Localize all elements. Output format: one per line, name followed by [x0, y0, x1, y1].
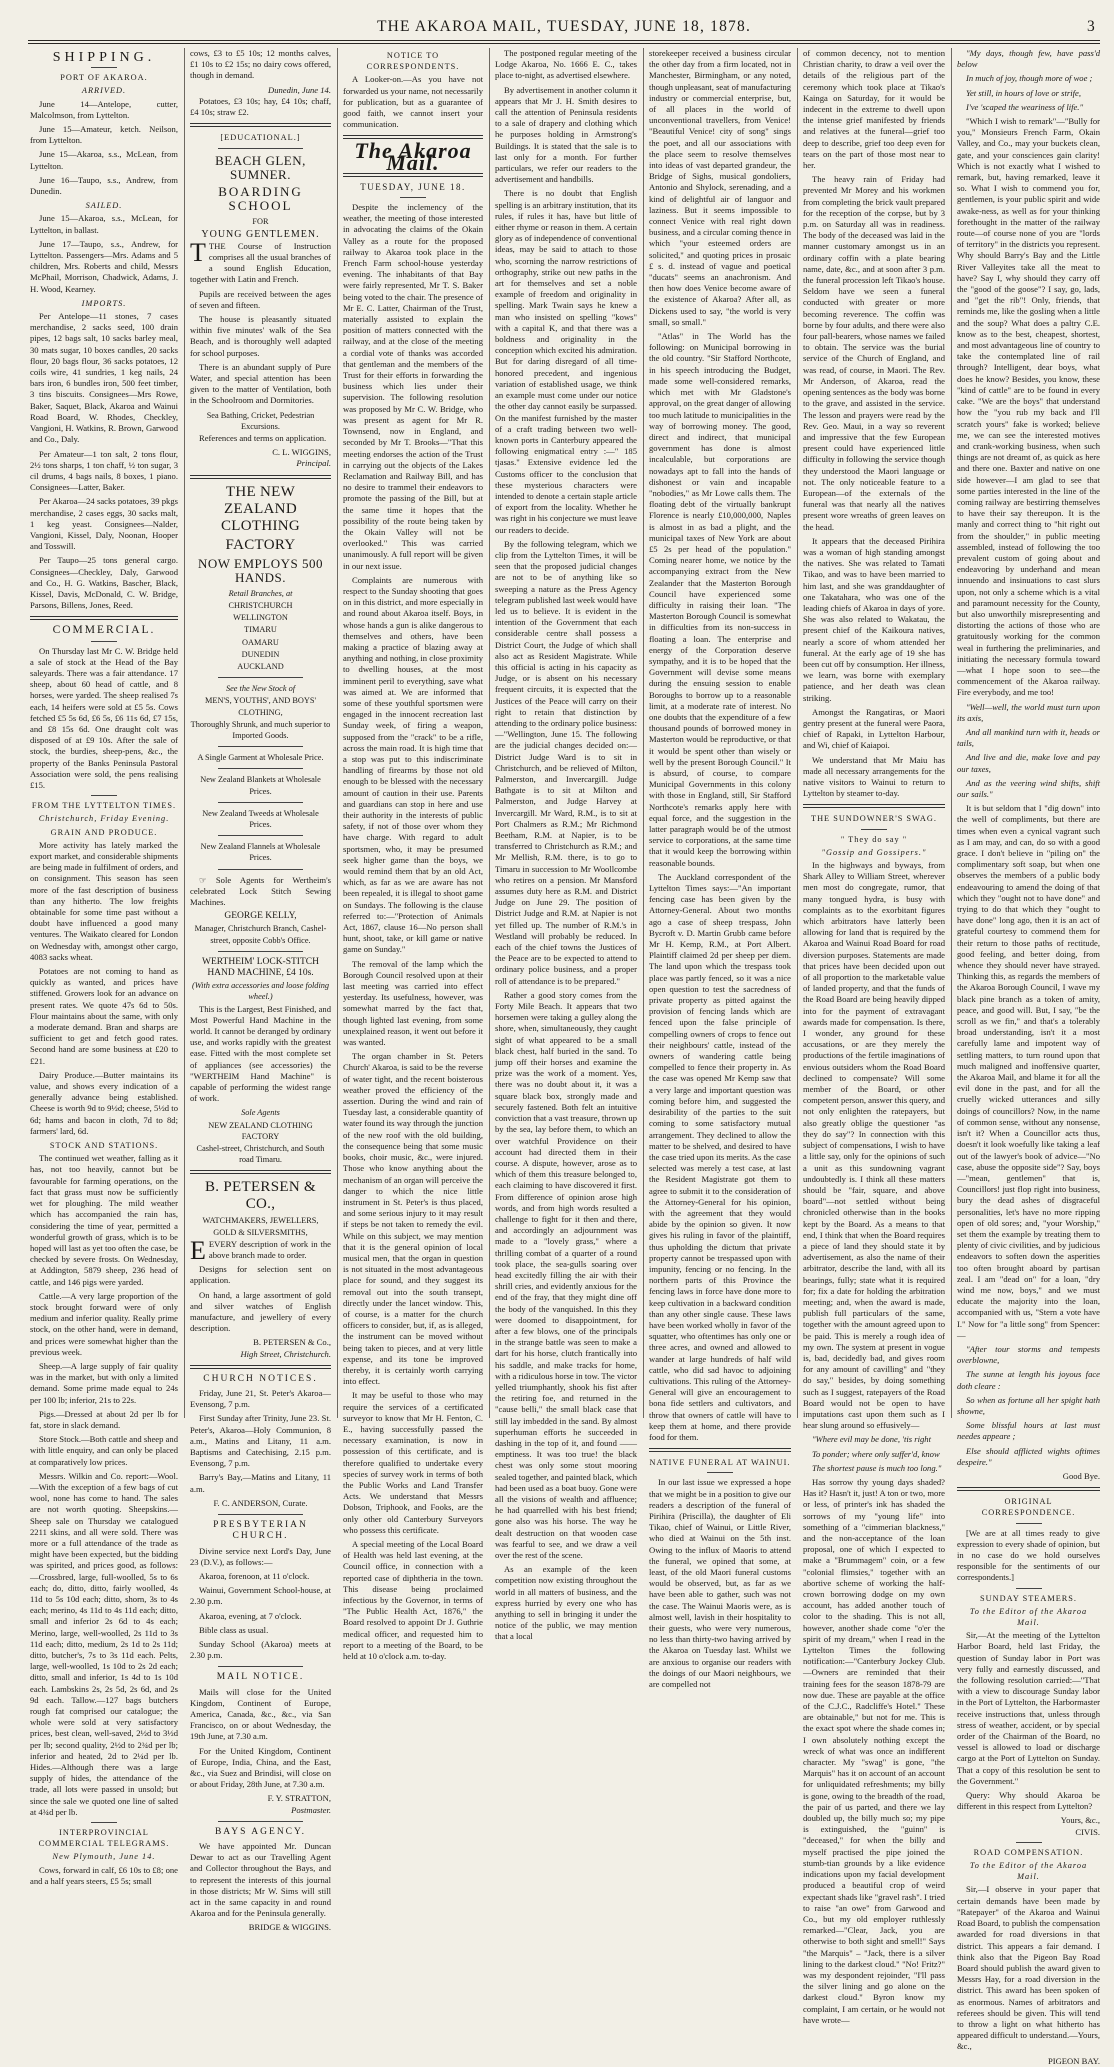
divider [218, 768, 303, 769]
correspondence-note: [We are at all times ready to give expression to every shade of opinion, but in no case do we hold ourselves responsible for the sentiments of our correspondents.] [957, 1527, 1100, 1583]
educational-tag: [EDUCATIONAL.] [220, 133, 301, 143]
stock-heading: STOCK AND STATIONS. [49, 1141, 159, 1151]
mail-signature: F. Y. STRATTON, [267, 1793, 331, 1804]
news-paragraph: The organ chamber in St. Peters Church' Akaroa, is said to be the reverse of water tight, and the recent boisterous weather proved the efficiency of the assertion. During the wind and rain of Tuesday last, a considerable quantity of water found its way through the junction of the new roof with the old building, the consequence being that some music books, choir music, &c., were injured. Those who know anything about the mechanism of an organ will perceive the danger to which the nice little instrument in St. Peter's is thus placed, and some serious injury to it may result if steps be not taken to remedy the evil. While on this subject, we may mention that it is the general opinion of local musical men, that the organ in question is not situated in the most advantageous place for sound, and they suggest its removal out into the south transept, directly under the lancet window. This, of course, is a matter for the church officers to consider, but, if, as is alleged, the instrument can be moved without being taken to pieces, and at very little expense, and its tone be improved thereby, it is certainly worth carrying into effect. [343, 1051, 483, 1387]
presbyterian-paragraph: Akaroa, forenoon, at 11 o'clock. [199, 1570, 310, 1581]
grain-paragraph: Potatoes are not coming to hand as quickly as wanted, and prices have stiffened. Growers look for an advance on present rates. We quote 47s 6d to 50s. Flour maintains about the same, with only a moderate demand. Bran and sharps are sufficient to get and fetch good rates. Second hand are some business at £20 to £21. [30, 966, 178, 1066]
swag-paragraph: Has sorrow thy young days shaded? Has it? Hasn't it, just! A ton or two, more or less, of printer's ink has shaded the sorrows of my "young life" into something of a "cimmerian blackness," and the non-acceptance of the loan proposal, one of which I expected to make a "Brummagem" coin, or a few "colonial flimsies," together with an abortive scheme of working the half-crown borrowing dodge on my own account, has added another touch of color to the shading. This is not all, however, another shade come "o'er the spirit of my dream," when I read in the Lyttelton Times the following notification:—"Canterbury Jockey Club.—Owners are reminded that their training fees for the season 1878-79 are now due. These are payable at the office of the C.J.C., Radcliffe's Hotel." These are obtainable," but not for me. This is the exact spot where the shade comes in; I own absolutely nothing except the wreck of what was once an indifferent character. My "swag" is gone, "the Marquis" has it on account of an account for unliquidated refreshments; my billy is gone, owing to the breadth of the road, the pair of us parted, and there we lay doubled up, the billy much so; my pipe is extinguished, the "guinn" is "deceased," for when the billy and myself practised the pipe joined the stumb-tian grounds by a like evidence indications upon my facial development produced a beautiful crop of weird expectant shads like "gravel rash". I tried to raise "an owe" from Garwood and Co., but my old employer ruthlessly remarked—"Clear, Jack, you are otherwise to both sight and smell!" Says "the Marquis" – "Jack, there is a silver lining to the darkest cloud." "No! Fritz?" was my despondent rejoinder, "I'll pass the silver lining and go alone on the darkest cloud." Byron know my complaint, I am certain, or he would not have wrote— [803, 1476, 945, 2025]
news-paragraph: The removal of the lamp which the Borough Council resolved upon at their last meeting was carried into effect yesterday. Its usefulness, however, was somewhat marred by the fact that, though lighted last evening, from some unexplained reason, it went out before it was wanted. [343, 958, 483, 1048]
poem-line: The sunne at length his joyous face doth cleare : [957, 1369, 1100, 1391]
commercial-paragraph: On Thursday last Mr C. W. Bridge held a sale of stock at the Head of the Bay saleyards. There was a fair attendance. 17 sheep, about 60 head of cattle, and 8 horses, were yarded. The sheep realised 7s each, 14 heifers were sold at £5 5s. Cows fetched £5 5s 6d, £6 5s, £6 11s 6d, £7 15s, and £8 15s 6d. One draught colt was disposed of at £9 10s. After the sale of stock, the burdies, sheep-pens, &c., the property of the Banks Peninsula Pastoral Association were sold, the pens realising £15. [30, 645, 178, 790]
shipping-heading: SHIPPING. [52, 50, 156, 65]
school-paragraph: There is an abundant supply of Pure Water, and special attention has been given to the matter of Ventilation, both in the Schoolroom and Dormitories. [190, 361, 331, 406]
swag-subheading: " They do say " [840, 834, 908, 844]
petersen-paragraph: On hand, a large assortment of gold and silver watches of English manufacture, and jewellery of every description. [190, 1289, 331, 1334]
mail-paragraph: For the United Kingdom, Continent of Europe, India, China, and the East, &c., via Suez and Brindisi, will close on or about Friday, 28th June, at 7.30 a.m. [190, 1745, 331, 1790]
mail-paragraph: Mails will close for the United Kingdom, Continent of Europe, America, Canada, &c., &c., via San Francisco, on or about Wednesday, the 19th June, at 7.30 a.m. [190, 1686, 331, 1742]
branch: TIMARU [244, 625, 277, 635]
dropcap: T [190, 237, 206, 267]
school-who: YOUNG GENTLEMEN. [201, 228, 320, 240]
divider [91, 67, 117, 68]
swag-subheading-2: "Gossip and Gossipers." [821, 847, 927, 857]
poem-line: In much of joy, though more of woe ; [966, 73, 1093, 84]
clothing-see: See the New Stock of [225, 684, 296, 694]
news-paragraph: Despite the inclemency of the weather, the meeting of those interested in advocating the claims of the Okain Valley as a route for the proposed railway to Akaroa took place in the French Farm school-house yesterday evening. The inhabitants of that Bay were fairly represented, Mr T. S. Baker being voted to the chair. The presence of Mr E. C. Latter, Chairman of the Trust, materially assisted to explain the position of matters connected with the railway, and at the close of the meeting a cordial vote of thanks was accorded that gentleman and the members of the Trust for their efforts in forwarding the business which lies under their supervision. The following resolution was proposed by Mr C. W. Bridge, who was present as agent for Mr R. Townsend, now in England, and seconded by Mr T. Brooks—"That this meeting endorses the action of the Trust in carrying out the objects of the Lakes Reclamation and Railway Bill, and has no desire to trammel their endeavors to promote the passing of the Bill, but at the same time it hopes that the possibility of the route being taken by the Okain Valley will not be overlooked." This was carried unanimously. A full report will be given in our next issue. [343, 202, 483, 571]
letter-paragraph: Sir,—I observe in your paper that certain demands have been made by "Ratepayer" of the Akaroa and Wainui Road Board, to publish the compensation awarded for road diversions in that district. This appears a fair demand. I think also that the Pigeon Bay Road Board should publish the award given to Messrs Hay, for a road diversion in the district. This award has been spoken of as enormous. Names of arbitrators and referees should be given. This will tend to throw a light on what hitherto has appeared difficult to understand.—Yours, &c., [957, 1884, 1100, 2052]
sunday-steamers-heading: SUNDAY STEAMERS. [980, 1593, 1077, 1603]
divider [957, 1487, 1100, 1491]
divider [218, 148, 303, 149]
church-signature: F. C. ANDERSON, Curate. [213, 1497, 308, 1508]
column-5 [649, 48, 791, 1690]
clothing-tweeds: New Zealand Tweeds at Wholesale Prices. [202, 808, 319, 829]
grain-paragraph: More activity has lately marked the export market, and considerable shipments are being made in fulfilment of orders, and on consignment. This season has seen more of the fast description of business than any hitherto. The low freights obtainable for some time past without a doubt have influenced a good many ventures. The Waikato cleared for London on Wednesday with, amongst other cargo, 4083 sacks wheat. [30, 839, 178, 962]
telegrams-date: New Plymouth, June 14. [52, 1852, 156, 1862]
poem-line: And as the veering wind shifts, shift our sails." [957, 777, 1100, 799]
poem-line: I've 'scaped the weariness of life." [966, 101, 1084, 112]
shipping-sailing: June 15—Akaroa, s.s., McLean, for Lyttelton, in ballast. [30, 213, 178, 235]
school-signature: C. L. WIGGINS, [272, 447, 331, 458]
poem-line: "My days, though few, have pass'd below [957, 48, 1100, 70]
bays-signature: BRIDGE & WIGGINS. [248, 1922, 331, 1933]
divider [218, 869, 303, 870]
presbyterian-paragraph: Akaroa, evening, at 7 o'clock. [199, 1610, 302, 1621]
divider [218, 1514, 303, 1515]
native-funeral-heading: NATIVE FUNERAL AT WAINUI. [649, 1458, 791, 1468]
divider [218, 802, 303, 803]
clothing-agents-text: Sole Agents for Wertheim's celebrated Lock Stitch Sewing Machines. [190, 874, 331, 907]
presbyterian-paragraph: Divine service next Lord's Day, June 23 (D.V.), as follows:— [190, 1545, 331, 1567]
column-separator [797, 48, 798, 1418]
letter-sign-off: Yours, &c., [1060, 1815, 1100, 1826]
divider [218, 746, 303, 747]
poem-line: The shortest pause is much too long." [812, 1462, 942, 1473]
bays-paragraph: We have appointed Mr. Duncan Dewar to act as our Travelling Agent and Collector throughout the Bays, and to represent the interests of this journal in those districts; Mr W. Sims will still act in the same capacity in and round Akaroa and for the Peninsula generally. [190, 1840, 331, 1919]
divider [649, 1448, 791, 1452]
divider [861, 829, 887, 830]
clothing-hands: NOW EMPLOYS 500 HANDS. [198, 555, 323, 585]
news-paragraph: Amongst the Rangatiras, or Maori gentry present at the funeral were Paora, chief of Rapaki, in Lyttelton Harbour, and Wi, chief of Kaiapoi. [803, 706, 945, 751]
poem-line: Yet still, in hours of love or strife, [966, 87, 1081, 98]
stock-paragraph: Sheep.—A large supply of fair quality was in the market, but with only a limited demand. Some prime made equal to 24s per 100 lb; inferior, 21s to 22s. [30, 1360, 178, 1405]
letter-paragraph: Sir,—At the meeting of the Lyttelton Harbor Board, held last Friday, the question of Sunday labor in Port was very fully and earnestly discussed, and the following resolution carried:—"That with a view to discourage Sunday labor in the Port of Lyttelton, the Harbormaster receive instructions that, unless through stress of weather, accident, or by special order of the Chairman of the Board, no vessel is allowed to load or discharge cargo at the Port of Lyttelton on Sunday. That a copy of this resolution be sent to the Government." [957, 1630, 1100, 1786]
road-compensation-heading: ROAD COMPENSATION. [973, 1847, 1084, 1857]
poem-line: "Well—well, the world must turn upon its axis, [957, 701, 1100, 723]
poem-line: Some blissful hours at last must needes appeare ; [957, 1420, 1100, 1442]
divider [1016, 1523, 1042, 1524]
school-paragraph-text: THE Course of Instruction comprises all the usual branches of a sound English Education, together with Latin and French. [190, 240, 331, 285]
clothing-heading: THE NEW ZEALAND CLOTHING [220, 483, 301, 534]
mail-role: Postmaster. [291, 1804, 331, 1815]
notice-paragraph: A Looker-on.—As you have not forwarded us your name, not necessarily for publication, but as a guarantee of good faith, we cannot insert your communication. [343, 74, 483, 130]
divider [190, 1170, 331, 1174]
stock-paragraph: Store Stock.—Both cattle and sheep and with little enquiry, and can only be placed at comparatively low prices. [30, 1434, 178, 1467]
news-paragraph: "Atlas" in The World has the following: on Municipal borrowing in the old country. "Sir Stafford Northcote, in his speech introducing the Budget, made some well-considered remarks, which met with Mr Gladstone's approval, on the great danger of allowing too much latitude to municipalities in the way of borrowing money. The good, direct and indirect, that municipal government has done is almost incalculable, but corporations are nowadays apt to fall into the hands of dishonest or vain and incapable "nobodies," as Mr Lowe calls them. The floating debt of the virtually bankrupt Florence is nearly £10,000,000, Naples is almost in as bad a plight, and the municipal taxes of New York are about £5 2s per head of the population." Coming nearer home, we notice by the accompanying extract from the New Zealander that the Masterton Borough Council have experienced some difficulty in raising their loan. "The Masterton Borough Council is somewhat in difficulties from its non-success in floating a loan. The enterprise and energy of the Corporation deserve sympathy, and it is to be hoped that the Government will devise some means during the ensuing session to enable Boroughs to borrow up to a reasonable limit, at a moderate rate of interest. No one doubts that the expenditure of a few thousand pounds of borrowed money in Masterton would be reproductive, or that it would be spent other than wisely or well by the present Borough Council." It is absurd, of course, to compare Municipal Governments in this colony with those in England, still, Sir Stafford Northcote's remarks apply here with equal force, and the suggestion in the latter paragraph would be of the utmost service to corporations, at the same time that it would keep the borrowing within reasonable bounds. [649, 331, 791, 868]
wertheim-heading: WERTHEIM' LOCK-STITCH HAND MACHINE, £4 10s. [202, 956, 319, 978]
column-separator [184, 48, 185, 1418]
news-paragraph: The heavy rain of Friday had prevented Mr Morey and his workmen from completing the brick vault prepared for the reception of the corpse, but by 3 p.m. on Saturday all was in readiness. The body of the deceased was laid in the manner customary amongst us in an ordinary coffin with a plate bearing name, date, &c., and at soon after 3 p.m. the funeral procession left Tikao's house. Seldom have we seen a funeral conducted with greater or more becoming reverence. The coffin was borne by four adults, and there were also four pall-bearers, whose names we failed to obtain. The service was the burial service of the Church of England, and was read, of course, in Maori. The Rev. Mr Anderson, of Akaroa, read the opening sentences as the body was borne to the grave, and assisted in the service. The lesson and prayers were read by the Rev. Geo. Maui, in a way so reverent and impressive that the few European present could have experienced little difficulty in following the service though they understood the Maori language or not. The only noticeable feature to a European—of the externals of the funeral was that nearly all the natives present wore wreaths of green leaves on the head. [803, 174, 945, 532]
news-paragraph: There is no doubt that English spelling is an arbitrary institution, that its rules, if rules it has, have but little of either rhyme or reason in them. A certain glory as of independence of conventional ideas, may be said to attach to those who, scorning the narrow restrictions of orthography, strike out new paths in the art for themselves and set a noble example of freedom and originality in spelling. Mark Twain says he knew a man who insisted on spelling "kows" with a capital K, and that there was a boldness and originality in the conception which excited his admiration. But for daring disregard of all time-honored precedent, and ingenious variation of established usage, we think an example must come under our notice the other day cannot easily be surpassed. On the manifest furnished by the master of a craft trading between two well-known ports in Canterbury appeared the following enigmatical entry :—" 185 tjasas." Extensive evidence led the Customs officer to the conclusion that these mysterious characters were intended to denote a certain staple article of export from the locality. Whether he was right in his conjecture we must leave our readers to decide. [495, 188, 637, 535]
divider [218, 1821, 303, 1822]
school-paragraph: The house is pleasantly situated within five minutes' walk of the Sea Beach, and is thoroughly well adapted for school purposes. [190, 314, 331, 358]
school-name: BEACH GLEN, SUMNER. [215, 153, 306, 183]
divider [707, 1472, 733, 1473]
shipping-sailing: June 17—Taupo, s.s., Andrew, for Lyttelton. Passengers—Mrs. Adams and 5 children, Mrs. Roberts and child, Messrs McPhail, Morrison, Chadwick, Adams, J. H. Wood, Kearney. [30, 238, 178, 294]
stock-paragraph: Messrs. Wilkin and Co. report:—Wool.—With the exception of a few bags of cut wool, none has come to hand. The sales are not worth quoting. Sheepskins.—Sheep sale on Thursday we catalogued 2211 skins, and all were sold. There was more or a full attendance of the trade as might have been expected, but the bidding was spirited, and prices good, as follows:—Crossbred, large, full-woolled, 5s to 6s each; do, ditto, ditto, fairly woolled, 4s 11d to 5s 10d each; ditto, shorn, 3s to 4s each; merino, 4s 11d to 4s 11d each; ditto, small and inferior 2s 6d to 4s each; Merino, large, well-woolled, 2s 11d to 3s 11d each; ditto, medium, 2s 1d to 2s 11d; ditto, butcher's, 7s to 3s 11d each. Pelts, large, well-woolled, 1s 10d to 2s 2d each; ditto, small and inferior, 1s 4d to 1s 10d each. Lambskins 2s, 2s 5d, 2s 6d, and 2s 9d each. Tallow.—127 bags butchers rough fat comprised our catalogue; the whole were sold at very satisfactory prices, best clean, well-saved, 2½d to 3½d per lb; second quality, 2½d to 2¾d per lb; inferior and heated, 2d to 2¼d per lb. Hides.—Although there was a large supply of hides, the attendance of the trade, all lots were passed in unsold; but since the sale we quoted one line of salted at 4¾d per lb. [30, 1470, 178, 1817]
imports-heading: IMPORTS. [81, 298, 127, 308]
church-paragraph: Friday, June 21, St. Peter's Akaroa—Evensong, 7 p.m. [190, 1388, 331, 1410]
branch: DUNEDIN [241, 649, 280, 659]
clothing-blankets: New Zealand Blankets at Wholesale Prices. [200, 775, 321, 796]
poem-line: And all mankind turn with it, heads or tails, [957, 726, 1100, 749]
clothing-heading-2: FACTORY [225, 536, 296, 553]
news-paragraph: By the following telegram, which we clip from the Lyttelton Times, it will be seen that the proposed judicial changes are not to be of anything like so sweeping a nature as the Press Agency telegram published last week would have led us to believe. It is evident in the intention of the Government that each considerable centre shall possess a District Court, the Judge of which shall also act as Resident Magistrate. While this official is acting in his capacity as Judge, or is absent on his necessary frequent circuits, it is expected that the Justices of the Peace will carry on their right to retain that distinction by attending to the ordinary police business:—"Wellington, June 15. The following are the judicial changes decided on:—District Judge Ward is to sit in Christchurch, and be relieved of Milton, Palmerston, and Invercargill. Judge Bathgate is to sit at Milton and Palmerston, and Judge Harvey at Invercargill. Mr Ward, R.M., is to sit at Port Chalmers as R.M.; Mr Richmond Beetham, R.M. at Napier, is to be transferred to Christchurch as R.M.; and Mr Mellish, R.M. there, is to go to Timaru in succession to Mr Woollcombe who retires on a pension. Mr Mansford assumes duty here as R.M. and District Judge on June 29. The position of District Judge and R.M. at Napier is not yet filled up. The number of R.M.'s in Westland will probably be reduced. In each of the chief towns the Justices of the Peace are to be expected to attend to ordinary police business, and a proper roll of attendance is to be prepared." [495, 538, 637, 986]
shipping-arrival: June 15—Amateur, ketch. Neilson, from Lyttelton. [30, 124, 178, 146]
poem-line: "After tour storms and tempests overblowne, [957, 1343, 1100, 1366]
column-6 [803, 48, 945, 2025]
mail-heading: MAIL NOTICE. [216, 1672, 305, 1683]
telegrams-heading: INTERPROVINCIAL COMMERCIAL TELEGRAMS. [38, 1828, 170, 1849]
poem-line: And live and die, make love and pay our taxes, [957, 752, 1100, 774]
telegrams-continued: Potatoes, £3 10s; hay, £4 10s; chaff, £4 10s; straw £2. [190, 95, 331, 118]
petersen-paragraph-text: EVERY description of work in the above branch made to order. [208, 1238, 331, 1261]
wertheim-sole: Sole Agents [241, 1108, 280, 1118]
shipping-arrival: June 14—Antelope, cutter, Malcolmson, from Lyttelton. [30, 98, 178, 120]
pointing-hand-icon: ☞ [199, 874, 216, 885]
stock-paragraph: Pigs.—Dressed at about 2d per lb for fat, store in slack demand. [30, 1408, 178, 1430]
column-1 [30, 48, 178, 1886]
dropcap: E [190, 1235, 206, 1265]
masthead-title: THE AKAROA MAIL, TUESDAY, JUNE 18, 1878. [376, 18, 752, 35]
telegrams-continued: cows, £3 to £5 10s; 12 months calves, £1 10s to £2 15s; no dairy cows offered, though in demand. [190, 48, 331, 81]
petersen-address: High Street, Christchurch. [240, 1348, 331, 1359]
news-paragraph: Complaints are numerous with respect to the Sunday shooting that goes on in this district, and more especially in and round about Akaroa itself. Boys, in whose hands a gun is alike dangerous to themselves and others, have been making a practice of blazing away at anything and nothing, in close proximity to dwelling houses, at the most imminent peril to everything, save what was aimed at. We are informed that some of these youthful sportsmen were engaged in the innocent recreation last Sunday week, of firing a weapon, supposed from the "crack" to be a rifle, across the main road. It is high time that a stop was put to this indiscriminate handling of firearms by those not old enough to be blessed with the necessary amount of caution in their use. Parents and guardians can stop in here and use their authority in the interests of public safety, if not of those over whom they have charge. With regard to adult sportsmen, who, it may be presumed seek higher game than the boys, we would remind them that by an old Act, which, as far as we are aware has not been repealed, it is illegal to shoot game on Sundays. The following is the clause referred to:—"Protection of Animals Act, 1867, clause 16—No person shall hunt, shoot, take, or kill game or native game on Sunday." [343, 574, 483, 955]
clothing-agents [190, 875, 331, 909]
branch: WELLINGTON [233, 613, 288, 623]
church-heading: CHURCH NOTICES. [203, 1373, 318, 1384]
wertheim-paragraph: This is the Largest, Best Finished, and Most Powerful Hand Machine in the world. It cannot be deranged by ordinary use, and works rapidly with the greatest ease. Fitted with the most complete set of appliances (see accessories) the "WERTHEIM Hand Machine" is capable of performing the widest range of work. [190, 1003, 331, 1104]
clothing-shrunk: Thoroughly Shrunk, and much superior to Imported Goods. [190, 719, 331, 740]
grain-paragraph: Dairy Produce.—Butter maintains its value, and shows every indication of a generally advance being established. Cheese is worth 9d to 9½d; cheese, 5½d to 6d; hams and bacon in cloth, 7d to 8d; farmers' lard, 6d. [30, 1069, 178, 1136]
news-paragraph: A special meeting of the Local Board of Health was held last evening, at the Council office, in connection with a reported case of diphtheria in the town. This disease being proclaimed infectious by the Governor, in terms of "The Public Health Act, 1876," the Board resolved to appoint Dr J. Guthrie medical officer, and requested him to report to a meeting of the Board, to be held at 10 o'clock a.m. to-day. [343, 1539, 483, 1662]
presbyterian-paragraph: Sunday School (Akaroa) meets at 2.30 p.m. [190, 1638, 331, 1661]
column-2 [190, 48, 331, 1933]
church-paragraph: Barry's Bay,—Matins and Litany, 11 a.m. [190, 1472, 331, 1494]
divider [803, 804, 945, 808]
wertheim-agents: NEW ZEALAND CLOTHING FACTORY [208, 1120, 313, 1141]
presbyterian-heading: PRESBYTERIAN CHURCH. [213, 1520, 308, 1542]
times-heading: FROM THE LYTTELTON TIMES. [31, 801, 177, 811]
shipping-arrival: June 15—Akaroa, s.s., McLean, from Lyttelton. [30, 149, 178, 171]
poem-line: So when as fortune all her spight hath showne, [957, 1394, 1100, 1416]
wertheim-sub: (With extra accessories and loose folding wheel.) [191, 981, 330, 1002]
letter-signature: CIVIS. [1075, 1826, 1100, 1837]
petersen-heading: B. PETERSEN & CO., [205, 1179, 316, 1213]
bays-heading: BAYS AGENCY. [214, 1826, 307, 1837]
kelly-name: GEORGE KELLY, [224, 911, 297, 922]
telegrams-paragraph: Cows, forward in calf, £6 10s to £8; one and a half years steers, £5 5s; small [30, 1864, 178, 1886]
arrived-heading: ARRIVED. [81, 86, 127, 96]
stock-paragraph: Cattle.—A very large proportion of the stock brought forward were of only medium and inferior quality. Really prime stock, on the other hand, were in demand, and prices were somewhat higher than the previous week. [30, 1290, 178, 1357]
import-entry: Per Antelope—11 stones, 7 cases merchandise, 2 sacks seed, 100 drain pipes, 12 bags salt, 10 sacks barley meal, 30 mats sugar, 10 boxes candles, 20 sacks flour, 20 bags flour, 36 sacks potatoes, 12 coils wire, 41 sundries, 1 keg nails, 24 bars iron, 6 bundles iron, 500 feet timber, 3 tins biscuits. Consignees—Mrs Rowe, Baker, Saquet, Black, Akaroa and Wainui Road Board, W. Rhodes, Checkley, Vangioni, H. Watkins, R. Brown, Garwood and Co., Daly. [30, 311, 178, 445]
stock-paragraph: The continued wet weather, falling as it has, not too heavily, cannot but be favourable for farming operations, on the fact that grass must now be sufficiently wet for ploughing. The mild weather which has accompanied the rain has, considering the time of year, permitted a wonderful growth of grass, which is to be hoped will last as yet too often the case, be checked by severe frosts. On Wednesday, at Addington, 5879 sheep, 236 head of cattle, and 146 pigs were yarded. [30, 1153, 178, 1287]
column-4 [495, 48, 637, 1642]
divider [91, 1822, 117, 1823]
church-paragraph: First Sunday after Trinity, June 23. St. Peter's, Akaroa—Holy Communion, 8 a.m., Matins and Litany, 11 a.m. Baptisms and Catechising, 2.15 p.m. Evensong, 7 p.m. [190, 1413, 331, 1469]
school-role: Principal. [296, 458, 331, 469]
divider [91, 641, 117, 642]
petersen-paragraph: Designs for selection sent on application. [190, 1264, 331, 1286]
poem-line: To ponder; where only suffer'd, know [812, 1448, 940, 1459]
news-paragraph: of common decency, not to mention Christian charity, to draw a veil over the details of the religious part of the ceremony which took place at Tikao's Kainga on Saturday, for it would be indecent in the extreme to dwell upon the intense grief manifested by friends and relatives at the funeral—grief too deep to describe, grief too deep even for tears on the part of those most near to her. [803, 48, 945, 171]
school-paragraph: References and terms on application. [199, 433, 327, 444]
news-paragraph: It appears that the deceased Pirihira was a woman of high standing amongst the natives. She was related to Tamati Tikao, and was to have been married to him last, and she was granddaughter of one Takatahara, who was one of the leading chiefs of Akaroa in days of yore. She was also related to Wakatau, the present chief of the Kaikoura natives, nearly a score of whom attended her funeral. At the early age of 19 she has been cut off by consumption. Her illness, we learn, was borne with exemplary patience, and her death was clean striking. [803, 535, 945, 703]
import-entry: Per Akaroa—24 sacks potatoes, 39 pkgs merchandise, 2 cases eggs, 30 sacks malt, 1 keg yeast. Consignees—Nalder, Vangioni, Kissel, Daly, Noonan, Hooper and Tosswill. [30, 496, 178, 552]
petersen-signature: B. PETERSEN & Co., [253, 1337, 331, 1348]
commercial-heading: COMMERCIAL. [52, 624, 156, 637]
original-correspondence-heading: ORIGINAL CORRESPONDENCE. [981, 1497, 1076, 1518]
column-separator [951, 48, 952, 1418]
letter-paragraph: Query: Why should Akaroa be different in this respect from Lyttelton? [957, 1790, 1100, 1812]
masthead-rule [28, 40, 1100, 41]
swag-paragraph: It is but seldom that I "dig down" into the well of compliments, but there are times when even a cynical vagrant such as I am may, and can, do so with a good grace. I don't believe in "piling on" the complimentary soft soap, but when one observes the members of a public body endeavouring to amend the doing of that which they "ought not to have done" and trying to do that which they "ought to have done" long ago, then it is an act of grateful courtesy to commend them for their return to those paths of rectitude, good feeling, and better doing, from whence they should never have strayed. Thinking this, as regards the members of the Akaroa Borough Council, I wave my black pine branch as a token of amity, peace, and good will. But, I say, "be the scroll as we fin," and that's a tolerably broad understanding, isn't it a most carefully lame and impotent way of settling matters, to turn round upon that much maligned and inoffensive quarter, the Akaroa Mail, and blame it for all the evil done in the past, and for all the cruelly wicked utterances and silly doings of councillors? Now, in the name of common sense, without any nonsense, isn't it? When a Councillor acts thus, doesn't it look woefully like taking a leaf out of the lawyer's book of advice—"No case, abuse the opposite side"? Say, boys —"mean, gentlemen" that is, Councillors! just flop right into business, bury the dead ashes of disgraceful personalities, let's have no more ripping open of old sores; and, "your Worship," set them the example by treating them to plenty of civic civilities, and by judicious endeavors to soften down the asperities too often brought aboard by partisan zeal. I am "dead on" for a loan, "dry wind me now, boys," and we must educate the majority into the loan, accompanied with us, "Stern a vote have I." Now for "a little song" from Spencer:— [957, 803, 1100, 1340]
presbyterian-paragraph: Bible class as usual. [199, 1624, 269, 1635]
poem-line: Else should afflicted wights oftimes despeire." [957, 1445, 1100, 1467]
school-paragraph: Pupils are received between the ages of seven and fifteen. [190, 288, 331, 310]
clothing-flannels: New Zealand Flannels at Wholesale Prices. [200, 842, 321, 863]
paper-title: The Akaroa Mail. [354, 138, 472, 175]
swag-paragraph: In the highways and byways, from Shark Alley to William Street, wherever men most do congregate, rumor, that many tongued hydra, is busy with complaints as to the exorbitant figures which arbitrators have latterly been allowing for land that is required by the Akaroa and Wainui Road Board for road diversion purposes. Statements are made that prices have been decided upon out of all proportion to the marketable value of landed property, and that the funds of the Road Board are being heavily dipped into for the payment of extravagant awards made for compensation. Is there, I wonder, any ground for these accusations, or are they merely the productions of the fertile imaginations of envious outsiders whom the Road Board declined to compensate? Will some member of the Board, or other competent person, answer this query, and not only enlighten the ratepayers, but also greatly oblige the questioner "as they do say"? In connection with this subject of compensations, I wish to have a little say, only for the opinions of such a unit as this sundowning vagrant undoubtedly is. I think all these matters should be "fair, square, and above board"—not settled without being chronicled otherwise than in the books kept by the Board. As a means to that end, I think that when the Board requires a piece of land they should state it by advertisement, as also the name of their arbitrator, describe the land, with all its bearings, fully; state what it is required for; fix a date for holding the arbitration meeting; and, when the award is made, publish full particulars of the same, together with the amount agreed upon to be paid. This is merely a rough idea of my own. The system at present in vogue is, bad, decidedly bad, and gives room for any amount of cavilling" and "they do say," besides, by doing something such as I suggest, ratepayers of the Road Board would not be open to have imputations cast upon them such as I hear slung around so effusively— [803, 860, 945, 1431]
petersen-paragraph [190, 1235, 331, 1265]
news-paragraph: It may be useful to those who may require the services of a certificated surveyor to know that Mr H. Fenton, C. E., having successfully passed the necessary examination, is now in possession of this certificate, and is therefore qualified to undertake every species of survey work in terms of both the Public Works and Land Transfer Acts. We understand that Messrs Dobson, Triphook, and Fooks, are the only other old Canterbury Surveyors who possess this certificate. [343, 1390, 483, 1535]
poem-line: "Where evil may be done, 'tis right [812, 1434, 931, 1445]
column-separator [489, 48, 490, 1418]
swag-heading: THE SUNDOWNER'S SWAG. [811, 814, 937, 824]
divider [190, 475, 331, 479]
masthead-rule-thin [28, 43, 1100, 44]
column-7 [957, 48, 1100, 2066]
divider [218, 1666, 303, 1667]
paper-date: TUESDAY, JUNE 18. [360, 181, 466, 192]
divider [218, 951, 303, 952]
petersen-sub: WATCHMAKERS, JEWELLERS, GOLD & SILVERSMITHS, [202, 1216, 319, 1237]
school-activities: Sea Bathing, Cricket, Pedestrian Excursions. [206, 410, 315, 431]
page-number: 3 [1087, 18, 1096, 35]
school-type: BOARDING SCHOOL [218, 184, 303, 214]
times-date: Christchurch, Friday Evening. [38, 814, 170, 824]
column-separator [337, 48, 338, 1418]
news-paragraph: The postponed regular meeting of the Lodge Akaroa, No. 1666 E. C., takes place to-night, as advertised elsewhere. [495, 48, 637, 81]
divider [190, 123, 331, 127]
shipping-arrival: June 16—Taupo, s.s., Andrew, from Dunedin. [30, 174, 178, 197]
swag-paragraph: "Which I wish to remark"—"Bully for you," Monsieurs French Farm, Okain Valley, and Co., may your buckets clean, gate, and your consciences gain clarity! Which is not exactly what I wished to remark, but, having remarked, leave it so. What I wish to commend you for, gentlemen, is your public spirit and wide awake-ness, as well as for your thinking forethought in the matter of the railway route—of course none of you are "lords of territory" in the districts you represent. Why should Barry's Bay and the Little River Valleyites take all the meat to have? Say I, why should they carry off the "good of the goose"? I say, go, lads, and "get the rib"! Only, friends, that reminds me, like the gosling when a little and the soup? What does a paltry C.E. know as to the best, cheapest, shortest, and most advantageous line of country to take the contemplated line of rail through? Intelligent, dear boys, what does he know? Besides, you know, these "kind of cattle" are to be found in every cake. "We are the boys" that understand how the "you rub my back and I'll scratch yours" fake is worked; believe me, we can see the interested motives and crank-working business, when such things are not dreamt of, as quick as here and there one. Baxter and native on one side however—I am glad to see that some parties interested in the line of the coming railway are bestirring themselves to have their say thereupon. It is the manly and correct thing to "hit right out from the shoulder," in public meeting assembled, instead of following the too prevalent custom of going about and endeavoring by underhand and mean innuendo and insinuations to cast slurs upon, not only a scheme which is a vital and paramount necessity for the County, but also unworthily misrepresenting and distorting the actions of those who are gratuitously working for the common weal in furthering the preliminaries, and initiating the necessary formula toward—what I hope soon to see—the commencement of the Akaroa railway. Fire everybody, and me too! [957, 116, 1100, 698]
port-heading: PORT OF AKAROA. [60, 73, 148, 83]
divider [218, 835, 303, 836]
letter-signature: PIGEON BAY. [1047, 2055, 1100, 2066]
branch: OAMARU [242, 637, 279, 647]
column-3 [343, 48, 483, 1662]
news-paragraph: In our last issue we expressed a hope that we might be in a position to give our readers a description of the funeral of Pirihira (Priscilla), the daughter of Eli Tikao, chief of Wainui, or Little River, who died at Wainui on the 5th inst. Owing to the influx of Maoris to attend the funeral, we opined that some, at least, of the old Maori funeral customs would be observed, but, as far as we have been able to gather, such was not the case. The Wainui Maoris were, as is almost well, lavish in their hospitality to their guests, who were very numerous, no less than thirty-two having arrived by the Akaroa on Tuesday last. Whilst we are anxious to organise our readers with the doings of our Maori neighbours, we are compelled not [649, 1477, 791, 1690]
sailed-heading: SAILED. [85, 201, 123, 211]
road-to-editor: To the Editor of the Akaroa Mail. [969, 1861, 1088, 1882]
branches-heading: Retail Branches, at [228, 588, 293, 598]
branch: AUCKLAND [237, 661, 284, 671]
branch: CHRISTCHURCH [228, 600, 293, 610]
news-paragraph: We understand that Mr Maiu has made all necessary arrangements for the native visitors to Wainui to return to Lyttelton by steamer to-day. [803, 754, 945, 799]
clothing-single: A Single Garment at Wholesale Price. [197, 753, 324, 763]
divider [91, 795, 117, 796]
school-paragraph [190, 237, 331, 286]
news-paragraph: storekeeper received a business circular the other day from a firm located, not in Manchester, Birmingham, or any noted, though unpleasant, seat of manufacturing industry or commercial enterprise, but, of all places in the world of unconventional travellers, from Venice! "Beautiful Venice! city of song" sings the poet, and all our associations with the place seem to resolve themselves into ideas of vast departed grandeur, the Bridge of Sighs, musical gondoliers, Antonio and Shylock, serenading, and a kind of delightful air of languor and laziness. But it seems impossible to connect Venice with real right down business, and a circular coming thence in which "your esteemed orders are solicited," and quoting prices in prosaic £ s. d. instead of vague and poetical "ducats" seems an anachronism. And then how does Venice become aware of the existence of Akaroa? After all, as Dickens used to say, "the world is very small, so small." [649, 48, 791, 327]
school-for: FOR [252, 217, 269, 227]
presbyterian-paragraph: Wainui, Government School-house, at 2.30 p.m. [190, 1585, 331, 1607]
kelly-role: Manager, Christchurch Branch, Cashel-street, opposite Cobb's Office. [194, 924, 327, 945]
wertheim-address: Cashel-street, Christchurch, and South road Timaru. [196, 1144, 325, 1165]
sunday-to-editor: To the Editor of the Akaroa Mail. [969, 1606, 1088, 1628]
news-paragraph: By advertisement in another column it appears that Mr J. H. Smith desires to call the attention of Peninsula residents to a sale of drapery and clothing which he purposes holding in Armstrong's Buildings. It is stated that the sale is to last only for a month. For further particulars, we refer our readers to the advertisement and handbills. [495, 84, 637, 185]
column-separator [643, 48, 644, 1418]
news-paragraph: As an example of the keen competition now existing throughout the world in all matters of business, and the express hurried by every one who has anything to sell in bringing it under the notice of the public, we may mention that a local [495, 1564, 637, 1642]
divider [218, 677, 303, 678]
notice-heading: NOTICE TO CORRESPONDENTS. [366, 51, 460, 72]
divider [400, 197, 426, 198]
divider [1016, 1842, 1042, 1843]
telegrams-place: Dunedin, June 14. [267, 84, 331, 95]
divider [190, 1365, 331, 1369]
import-entry: Per Amateur—1 ton salt, 2 tons flour, 2½ tons sharps, 1 ton chaff, ½ ton sugar, 3 cil drums, 4 bags nails, 8 boxes, 1 piano. Consignees—Latter, Baker. [30, 448, 178, 493]
clothing-stock: MEN'S, YOUTHS', AND BOYS' CLOTHING, [205, 696, 316, 717]
news-paragraph: Rather a good story comes from the Forty Mile Beach. It appears that two horsemen were taking a gulley along the shore, when, simultaneously, they caught sight of what appeared to be a small black chest, half buried in the sand. To jump off their horses and examine the prize was the work of a moment. Yes, there was no doubt about it, it was a square black box, strongly made and securely fastened. Both felt an intuitive conviction that a vast treasure, thrown up by the sea, lay before them, to which an over watchful Providence on their account had directed them in their course. A dispute, however, arose as to which of them this treasure belonged to, each claiming to have discovered it first. From difference of opinion arose high words, and from high words resulted a challenge to fight for it then and there, and accordingly an adjournment was made to a "lovely grass," where a thrilling combat of a quarter of a round took place, the sea-gulls soaring over head excitedly filling the air with their shrill cries, and evidently anxious for the end of the fray, that they might dine off the body of the vanquished. In this they were doomed to disappointment, for after a few blows, one of the principals in the strange battle was seen to make a dart for his horse, clutch frantically into his saddle, and make tracks for home, with a ridiculous horse in tow. The victor yelled triumphantly, shook his fist after the retiring foe, and returned in the "cause belli," the small black case that still lay imbedded in the sand. By almost superhuman efforts he succeeded in dashing in the top of it, and found —— emptiness. It was too true! the black chest was only some stout mooring sealed together, and painted black, which had been used as a boat buoy. Gone were all the visions of wealth and affluence; he had quarrelled with his best friend; gone also was his horse. The way he dealt destruction on that wooden case was fearful to see, and we draw a veil over the rest of the scene. [495, 989, 637, 1561]
grain-heading: GRAIN AND PRODUCE. [50, 827, 158, 837]
import-entry: Per Taupo—25 tons general cargo. Consignees—Checkley, Daly, Garwood and Co., H. G. Watkins, Bascher, Black, Kissel, Davis, McDonald, C. W. Bridge, Parsons, Billens, Jones, Reed. [30, 555, 178, 611]
divider [30, 616, 178, 620]
swag-signoff: Good Bye. [1062, 1470, 1100, 1481]
divider [1016, 1588, 1042, 1589]
news-paragraph: The Auckland correspondent of the Lyttelton Times says:—"An important fencing case has been given by the Attorney-General. About two months ago a case of sheep trespass, John Bycroft v. D. Martin Grubb came before Mr H. Kemp, R.M., at Port Albert. Plaintiff claimed 2d per sheep per diem. The land upon which the trespass took place was partly fenced, so it was a nice open question to test the sacredness of private property as pitted against the provision of fencing lands which are fenced upon the false principle of compelling owners of crops to fence out their neighbours' cattle, instead of the owners of wandering cattle being compelled to fence their property in. As the case was opened Mr Kemp saw that a very large and important question was coming before him, and suggested the desirability of the parties to the suit coming to some satisfactory mutual arrangement. They declined to allow the matter to be shelved, and desired to have the case tried upon its merits. As the case selected was merely a test case, at last the Resident Magistrate got them to agree to submit it to the consideration of the Attorney-General for his opinion, with the agreement that they would abide by the opinion so given. It now gives his ruling in favor of the plaintiff, thus upholding the dictum that private property cannot be trespassed upon with impunity, fencing or no fencing. In the northern parts of this Province the fencing laws in force have done more to keep cultivation in a backward condition than any other single cause. These laws have been worked wholly in favor of the squatter, who oftentimes has only one or three acres, and owned and allowed to wander at large hundreds of half wild cattle, who did sad havoc to adjoining cultivations. This ruling of the Attorney-General will give an encouragement to bona fide settlers and cultivators, and throw that owners of cattle will have to keep them at home, and there provide food for them. [649, 871, 791, 1442]
